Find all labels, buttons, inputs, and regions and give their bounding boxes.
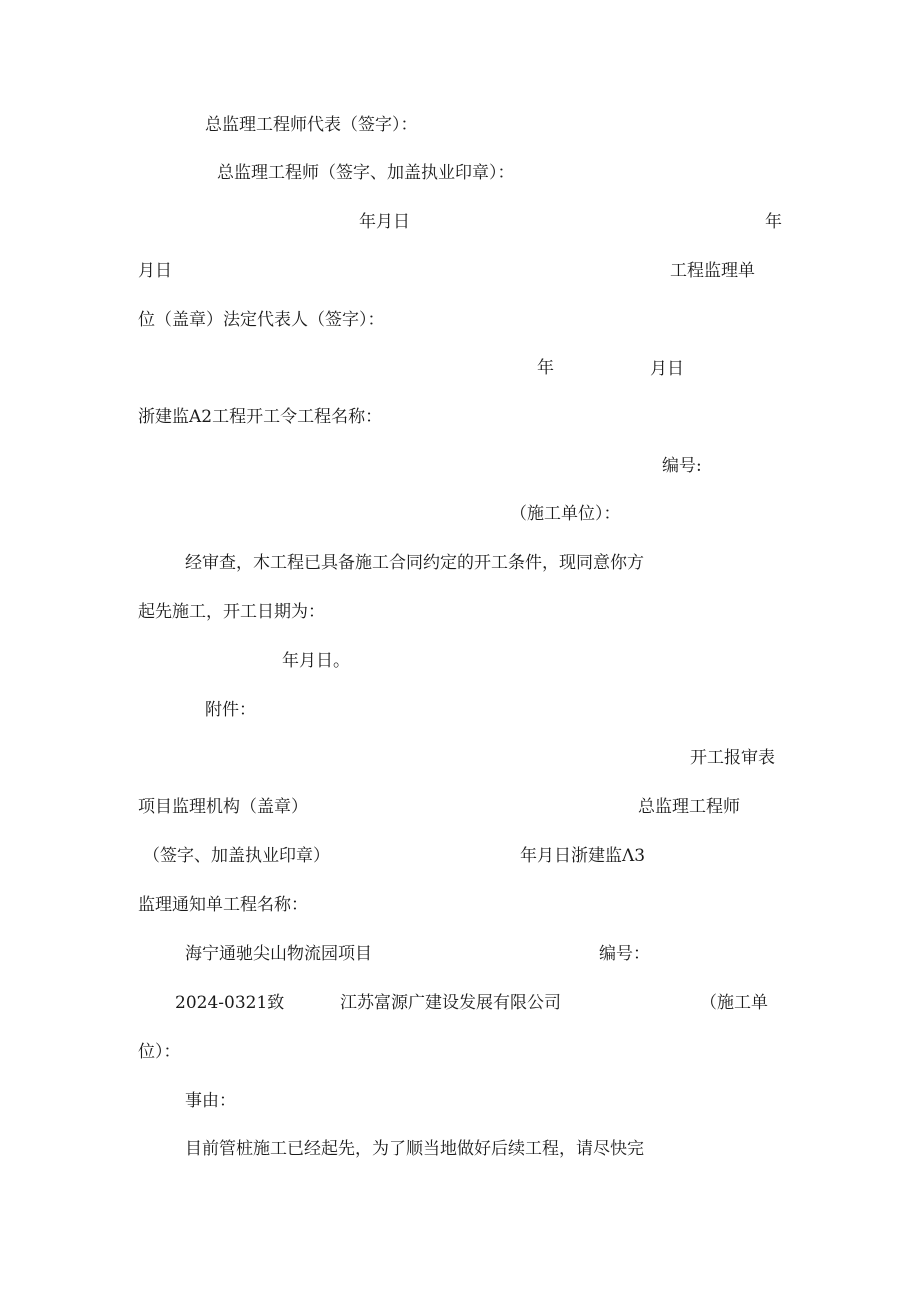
supervision-unit-label: 工程监理单 (670, 261, 755, 281)
body-text: 经审查，木工程已具备施工合同约定的开工条件，现同意你方 (185, 553, 644, 573)
date-label: 年月日。 (282, 651, 350, 671)
supervision-office-label: 项目监理机构（盖章） (138, 797, 308, 817)
body-text: 目前管桩施工已经起先，为了顺当地做好后续工程，请尽快完 (185, 1139, 644, 1159)
subject-label: 事由： (185, 1091, 236, 1111)
year-label: 年 (765, 212, 782, 232)
date-label: 年月日 (359, 212, 410, 232)
year-label: 年 (537, 358, 554, 378)
signature-seal-label: （签字、加盖执业印章） (143, 846, 330, 866)
notice-number: 2024-0321致 (175, 993, 285, 1013)
form-a3-title: 监理通知单工程名称： (138, 895, 308, 915)
legal-representative-label: 位（盖章）法定代表人（签字）： (138, 310, 385, 330)
attachment-name: 开工报审表 (690, 748, 775, 768)
serial-number-label: 编号： (599, 944, 650, 964)
form-a3-label: 年月日浙建监Λ3 (520, 846, 646, 866)
contractor-label: （施工单 (700, 993, 768, 1013)
contractor-label: （施工单位）： (510, 504, 621, 524)
month-day-label: 月日 (138, 261, 172, 281)
chief-engineer-rep-signature-label: 总监理工程师代表（签字）： (205, 115, 418, 135)
contractor-name: 江苏富源广建设发展有限公司 (340, 993, 561, 1013)
attachment-label: 附件： (205, 700, 256, 720)
serial-number-label: 编号: (662, 456, 702, 476)
project-name: 海宁通驰尖山物流园项目 (185, 944, 372, 964)
chief-engineer-label: 总监理工程师 (638, 797, 740, 817)
body-text: 起先施工，开工日期为： (138, 602, 325, 622)
contractor-label-continued: 位）： (138, 1042, 181, 1062)
form-a2-title: 浙建监A2工程开工令工程名称： (138, 407, 383, 427)
chief-engineer-signature-label: 总监理工程师（签字、加盖执业印章）： (217, 163, 515, 183)
month-day-label: 月日 (650, 359, 684, 379)
